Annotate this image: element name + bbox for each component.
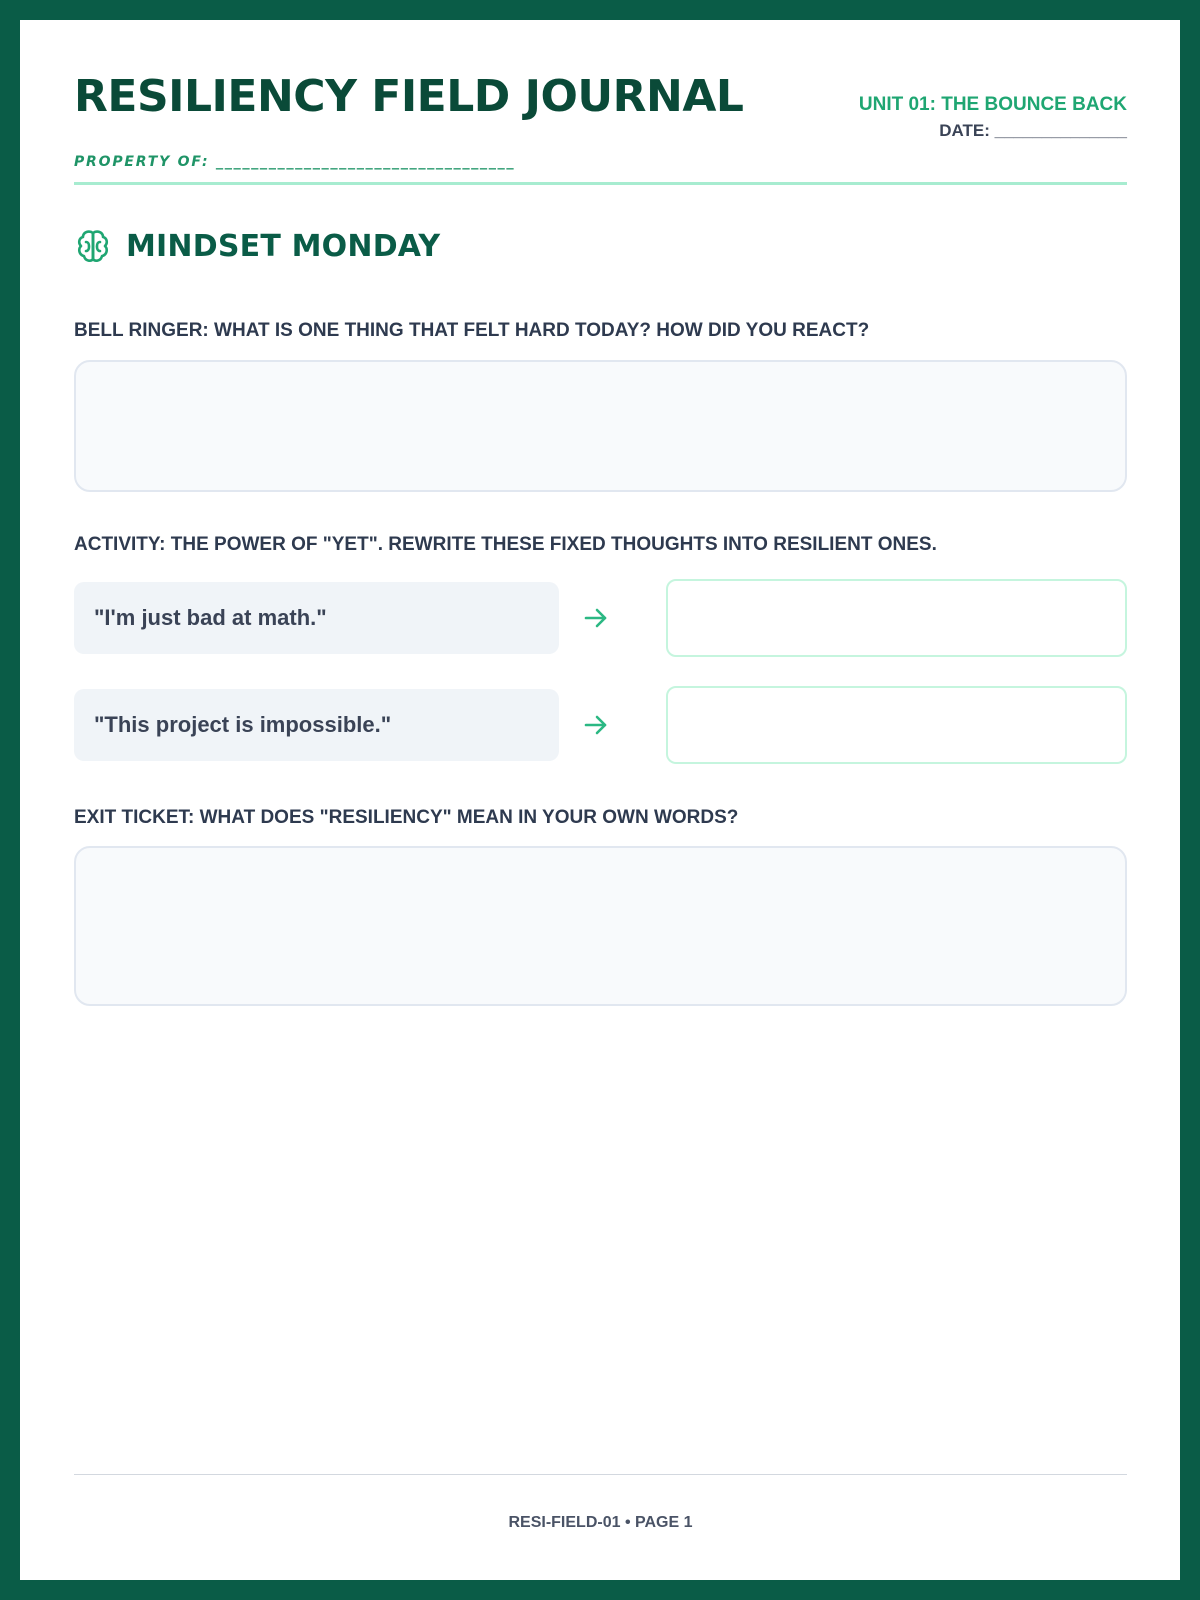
arrow-right-icon bbox=[582, 604, 610, 632]
header-divider bbox=[74, 182, 1127, 185]
exit-ticket-answer-box[interactable] bbox=[74, 846, 1127, 1006]
arrow-right-icon bbox=[582, 711, 610, 739]
resilient-thought-input-2[interactable] bbox=[666, 686, 1127, 764]
page-content bbox=[74, 20, 1127, 1580]
brain-icon bbox=[74, 227, 112, 265]
property-of-field[interactable]: PROPERTY OF: __________________________________ bbox=[74, 154, 516, 170]
page-title: RESILIENCY FIELD JOURNAL bbox=[74, 71, 744, 122]
page-header bbox=[74, 72, 1127, 172]
activity-prompt: ACTIVITY: THE POWER OF "YET". REWRITE THESE FIXED THOUGHTS INTO RESILIENT ONES. bbox=[74, 534, 937, 555]
bell-ringer-prompt: BELL RINGER: WHAT IS ONE THING THAT FELT HARD TODAY? HOW DID YOU REACT? bbox=[74, 320, 870, 341]
bell-ringer-answer-box[interactable] bbox=[74, 360, 1127, 492]
journal-page bbox=[20, 20, 1180, 1580]
resilient-thought-input-1[interactable] bbox=[666, 579, 1127, 657]
unit-label: UNIT 01: THE BOUNCE BACK bbox=[858, 94, 1127, 115]
fixed-thought-1: "I'm just bad at math." bbox=[74, 582, 559, 654]
date-field[interactable]: DATE: ______________ bbox=[939, 121, 1127, 140]
section-title: MINDSET MONDAY bbox=[126, 228, 441, 264]
page-footer: RESI-FIELD-01 • PAGE 1 bbox=[508, 1514, 693, 1531]
section-heading bbox=[74, 226, 440, 266]
fixed-thought-2: "This project is impossible." bbox=[74, 689, 559, 761]
exit-ticket-prompt: EXIT TICKET: WHAT DOES "RESILIENCY" MEAN IN YOUR OWN WORDS? bbox=[74, 807, 739, 828]
footer-divider bbox=[74, 1474, 1127, 1475]
